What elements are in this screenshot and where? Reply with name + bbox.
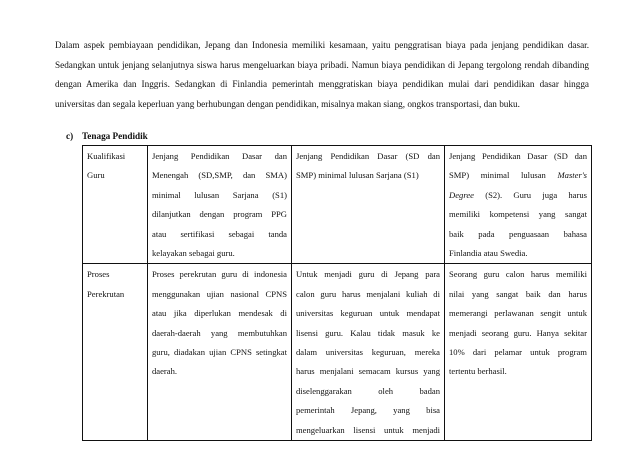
paragraph-line: universitas dan segala keperluan yang berhubungan dengan pendidikan, misalnya makan siang, ongkos transportasi, dan buku. (55, 98, 520, 109)
paragraph-line: dengan Amerika dan Inggris. Sedangkan di Finlandia pemerintah menggratiskan biaya pendidikan mulai dari pendidikan dasar hingga (55, 79, 589, 90)
row-header-line: Kualifikasi (87, 151, 126, 161)
intro-paragraph (55, 36, 589, 114)
table-row-perekrutan (83, 264, 592, 441)
row-header-line: Proses (87, 269, 110, 280)
cell-line: mengeluarkan lisensi untuk menjadi (296, 424, 440, 435)
cell-line: tertentu berhasil. (449, 366, 507, 377)
cell-line: Seorang guru calon harus memiliki (449, 269, 587, 280)
row-header-cell (83, 264, 148, 441)
paragraph-line: Sedangkan untuk jenjang selanjutnya siswa harus mengeluarkan biaya pribadi. Namun biaya pendidikan di Jepang tergolong rendah dibanding (55, 59, 589, 70)
row-header-cell (83, 146, 148, 264)
cell-line: atau jika diperlukan mendesak di (152, 308, 287, 319)
cell-line: dalam universitas keguruan, mereka (296, 347, 440, 358)
cell-line: diselenggarakan oleh badan (296, 385, 440, 396)
cell-line: harus menjalani semacam kursus yang (296, 366, 440, 377)
finlandia-cell (445, 146, 592, 264)
cell-line: Menengah (SD,SMP, dan SMA) (152, 170, 287, 181)
cell-line: daerah. (152, 366, 178, 377)
cell-line: Untuk menjadi guru di Jepang para (296, 269, 440, 280)
indonesia-cell (148, 264, 292, 441)
cell-line: universitas keguruan untuk mendapat (296, 308, 440, 319)
cell-line: Jenjang Pendidikan Dasar (SD dan (449, 151, 587, 161)
indonesia-cell (148, 146, 292, 264)
cell-line: memerangi perlawanan sengit untuk (449, 308, 587, 319)
finlandia-cell (445, 264, 592, 441)
cell-line: menggunakan ujian nasional CPNS (152, 288, 287, 299)
jepang-cell (292, 264, 445, 441)
cell-line: SMP) minimal lulusan Sarjana (S1) (296, 170, 419, 181)
cell-line: 10% dari pelamar untuk program (449, 347, 587, 358)
cell-line: lisensi guru. Kalau tidak masuk ke (296, 327, 440, 338)
cell-line: menjadi seorang guru. Hanya sekitar (449, 327, 587, 338)
cell-text: SMP) minimal lulusan (449, 170, 546, 181)
cell-text-italic: Master's (557, 170, 588, 181)
cell-line: kelayakan sebagai guru. (152, 248, 235, 259)
cell-line (449, 166, 587, 185)
cell-line: Jenjang Pendidikan Dasar dan (152, 151, 287, 161)
cell-line: minimal lulusan Sarjana (S1) (152, 189, 287, 200)
section-heading (66, 131, 148, 141)
cell-line: daerah-daerah yang membutuhkan (152, 327, 287, 338)
cell-line (449, 186, 587, 205)
cell-line: nilai yang sangat baik dan harus (449, 288, 587, 299)
table-row-kualifikasi (83, 146, 592, 264)
cell-text: (S2). Guru juga harus (485, 189, 587, 200)
cell-line: memiliki kompetensi yang sangat (449, 209, 587, 220)
cell-line: Finlandia atau Swedia. (449, 248, 528, 259)
row-header-line: Perekrutan (87, 288, 125, 299)
cell-line: baik pada penguasaan bahasa (449, 228, 587, 239)
section-title: Tenaga Pendidik (82, 131, 148, 141)
cell-line: guru, diadakan ujian CPNS setingkat (152, 347, 287, 358)
jepang-cell (292, 146, 445, 264)
cell-line: pemerintah Jepang, yang bisa (296, 405, 440, 416)
paragraph-line: Dalam aspek pembiayaan pendidikan, Jepang dan Indonesia memiliki kesamaan, yaitu penggratisan biaya pada jenjang pendidikan dasar. (55, 40, 589, 50)
cell-line: atau sertifikasi sebagai tanda (152, 228, 287, 239)
cell-line: Proses perekrutan guru di indonesia (152, 269, 287, 280)
row-header-line: Guru (87, 170, 105, 181)
cell-text-italic: Degree (449, 189, 474, 200)
cell-line: calon guru harus menjalani kuliah di (296, 288, 440, 299)
comparison-table (82, 145, 592, 441)
cell-line: Jenjang Pendidikan Dasar (SD dan (296, 151, 440, 161)
cell-line: dilanjutkan dengan program PPG (152, 209, 287, 220)
section-label: c) (66, 131, 74, 141)
